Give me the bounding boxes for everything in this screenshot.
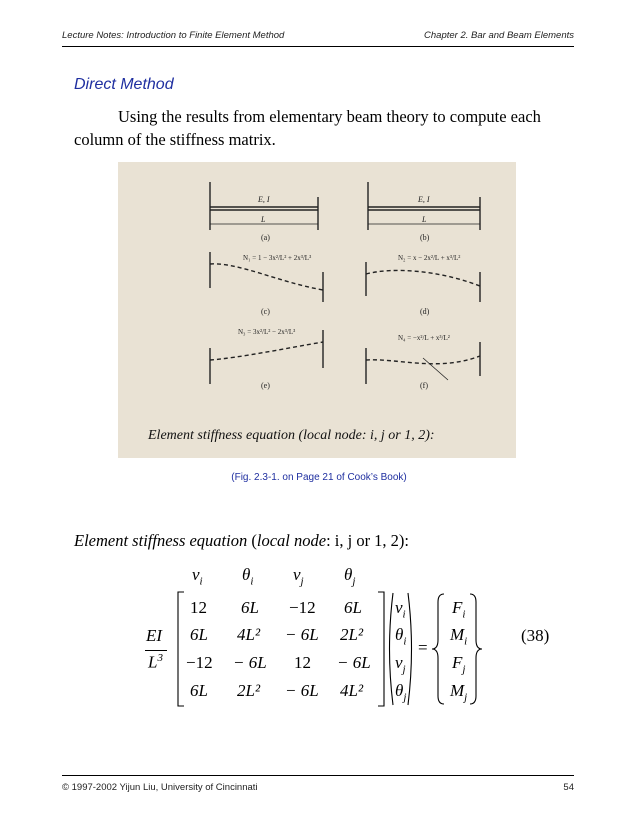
equation-intro-italic: Element stiffness equation [74,531,248,550]
panel-label-c: (c) [261,307,270,316]
matrix-cell: 6L [190,681,208,700]
matrix-cell: 12 [294,653,311,672]
matrix-cell: 2L² [340,625,364,644]
figure-caption: (Fig. 2.3-1. on Page 21 of Cook’s Book) [231,472,407,483]
panel-label-e: (e) [261,381,270,390]
shape-function-n4: N₄ = −x²/L + x³/L² [398,334,450,342]
unknown-thetai: $\theta_i$ [395,625,407,648]
page-number: 54 [563,782,574,793]
label-ei-a: E, I [258,195,270,204]
equation-intro-italic2: local node [256,531,327,550]
matrix-cell: − 6L [285,681,319,700]
prefactor-denominator: $L^3$ [148,652,163,672]
matrix-cell: 4L² [340,681,364,700]
matrix-cell: −12 [289,598,316,617]
footer-rule [62,775,574,776]
footer-copyright: © 1997-2002 Yijun Liu, University of Cincinnati [62,782,258,793]
matrix-cell: 6L [344,598,362,617]
unknown-vj: $v_j$ [395,653,406,676]
shape-function-n1: N₁ = 1 − 3x²/L² + 2x³/L³ [243,254,312,262]
label-ei-b: E, I [418,195,430,204]
panel-label-a: (a) [261,233,270,242]
moment-mi: $M_i$ [450,625,468,648]
matrix-cell: − 6L [285,625,319,644]
panel-label-f: (f) [420,381,428,390]
matrix-cell: 6L [190,625,208,644]
figure-inset-caption: Element stiffness equation (local node: i, j or 1, 2): [148,428,435,443]
matrix-cell: 12 [190,598,207,617]
unknown-thetaj: $\theta_j$ [395,681,407,704]
dof-header-thetai: $\theta_i$ [242,565,254,588]
moment-mj: $M_j$ [450,681,468,704]
label-l-a: L [261,215,266,224]
running-header-left: Lecture Notes: Introduction to Finite Element Method [62,30,285,41]
matrix-cell: 2L² [237,681,261,700]
section-title: Direct Method [74,76,174,93]
force-fi: $F_i$ [452,598,466,621]
shape-function-n2: N₂ = x − 2x²/L + x³/L² [398,254,461,262]
shape-function-n3: N₃ = 3x²/L² − 2x³/L³ [238,328,296,336]
matrix-cell: − 6L [233,653,267,672]
matrix-cell: −12 [186,653,213,672]
force-fj: $F_j$ [452,653,466,676]
panel-label-b: (b) [420,233,430,242]
equation-intro-end: : i, j or 1, 2): [326,531,410,550]
dof-header-thetaj: $\theta_j$ [344,565,356,588]
dof-header-vi: $v_i$ [192,565,203,588]
label-l-b: L [422,215,427,224]
dof-header-vj: $v_j$ [293,565,304,588]
equation-intro-mid: ( [247,531,257,550]
running-header-right: Chapter 2. Bar and Beam Elements [424,30,574,41]
prefactor-numerator: EI [146,626,163,645]
matrix-cell: 4L² [237,625,261,644]
panel-label-d: (d) [420,307,430,316]
equals-sign: = [418,638,428,657]
equation-number: (38) [521,626,550,645]
unknown-vi: $v_i$ [395,598,406,621]
matrix-cell: − 6L [337,653,371,672]
matrix-cell: 6L [241,598,259,617]
body-text: Using the results from elementary beam theory to compute each column of the stiffness matrix. [74,107,541,149]
